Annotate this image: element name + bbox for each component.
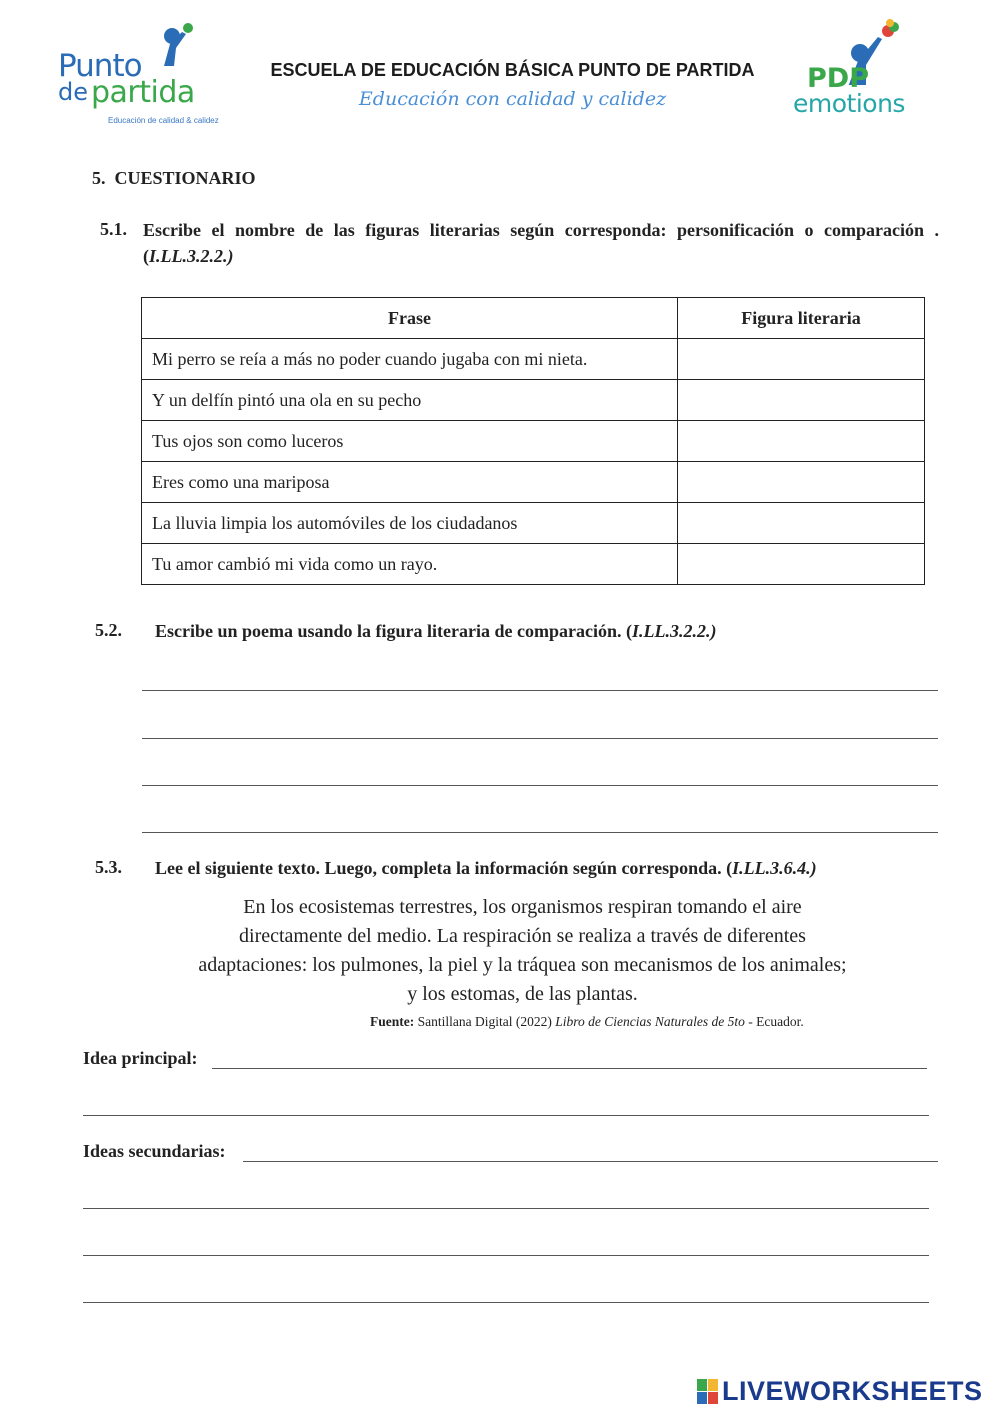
question-number-5-3: 5.3. [95,857,122,877]
answer-cell[interactable] [678,503,925,544]
question-5-2-prompt: Escribe un poema usando la figura literaria de comparación. ( [155,621,632,641]
school-motto: Educación con calidad y calidez [358,88,667,110]
table-row [142,462,925,503]
logo-text-punto: Punto [58,48,142,84]
question-number-5-1: 5.1. [100,219,127,239]
section-heading [92,168,256,189]
logo-text-partida: partida [91,75,195,110]
table-header-row [142,298,925,339]
logo-text-pdp: PDP [807,63,869,94]
table-row [142,339,925,380]
answer-cell[interactable] [678,339,925,380]
question-5-1-code: I.LL.3.2.2.) [149,246,234,266]
poem-answer-line[interactable] [142,832,938,833]
question-5-2-text [155,618,935,644]
section-number: 5. [92,168,106,188]
answer-cell[interactable] [678,544,925,585]
table-row [142,503,925,544]
logo-text-de: de [58,78,88,106]
table-row [142,544,925,585]
passage-source [370,1014,804,1030]
answer-cell[interactable] [678,380,925,421]
question-5-3-text [155,855,935,881]
header-figura-literaria: Figura literaria [678,298,925,339]
figures-table [141,297,925,585]
phrase-cell: Y un delfín pintó una ola en su pecho [142,380,678,421]
question-5-1-text [143,217,939,269]
question-number-5-2: 5.2. [95,620,122,640]
logo-text-emotions: emotions [793,89,905,118]
secondary-ideas-input-line[interactable] [243,1161,938,1162]
secondary-ideas-input-line[interactable] [83,1255,929,1256]
question-5-3-prompt: Lee el siguiente texto. Luego, completa la información según corresponda. ( [155,858,733,878]
answer-cell[interactable] [678,462,925,503]
source-book: Libro de Ciencias Naturales de 5to [555,1014,745,1029]
source-text: Santillana Digital (2022) [417,1014,552,1029]
question-5-1-prompt: Escribe el nombre de las figuras literarias según corresponda: personificación o comparación . ( [143,220,939,266]
secondary-ideas-label: Ideas secundarias: [83,1141,226,1161]
liveworksheets-text: LIVEWORKSHEETS [722,1376,983,1406]
main-idea-input-line[interactable] [83,1115,929,1116]
table-row [142,380,925,421]
phrase-cell: Eres como una mariposa [142,462,678,503]
question-5-3-code: I.LL.3.6.4.) [732,858,817,878]
secondary-ideas-input-line[interactable] [83,1302,929,1303]
phrase-cell: La lluvia limpia los automóviles de los ciudadanos [142,503,678,544]
poem-answer-line[interactable] [142,785,938,786]
question-5-2-code: I.LL.3.2.2.) [631,621,717,641]
poem-answer-line[interactable] [142,738,938,739]
answer-cell[interactable] [678,421,925,462]
phrase-cell: Mi perro se reía a más no poder cuando jugaba con mi nieta. [142,339,678,380]
main-idea-input-line[interactable] [212,1068,927,1069]
pdp-emotions-logo [790,15,920,125]
logo-tagline: Educación de calidad & calidez [108,116,219,125]
source-suffix: - Ecuador. [748,1014,804,1029]
reading-passage: En los ecosistemas terrestres, los organismos respiran tomando el aire directamente del medio. La respiración se realiza a través de diferentes adaptaciones: los pulmones, la piel y la tráquea son mecanismos de los animales; y los estomas, de las plantas. [198,896,847,1005]
header-frase: Frase [142,298,678,339]
source-label: Fuente: [370,1014,415,1029]
child-figure-icon [150,22,210,72]
school-name: ESCUELA DE EDUCACIÓN BÁSICA PUNTO DE PARTIDA [270,60,755,80]
table-row [142,421,925,462]
phrase-cell: Tus ojos son como luceros [142,421,678,462]
liveworksheets-icon [697,1379,719,1405]
phrase-cell: Tu amor cambió mi vida como un rayo. [142,544,678,585]
liveworksheets-logo [697,1376,983,1407]
section-title: CUESTIONARIO [114,168,256,188]
poem-answer-line[interactable] [142,690,938,691]
main-idea-label: Idea principal: [83,1048,198,1068]
school-logo [58,20,228,125]
secondary-ideas-input-line[interactable] [83,1208,929,1209]
